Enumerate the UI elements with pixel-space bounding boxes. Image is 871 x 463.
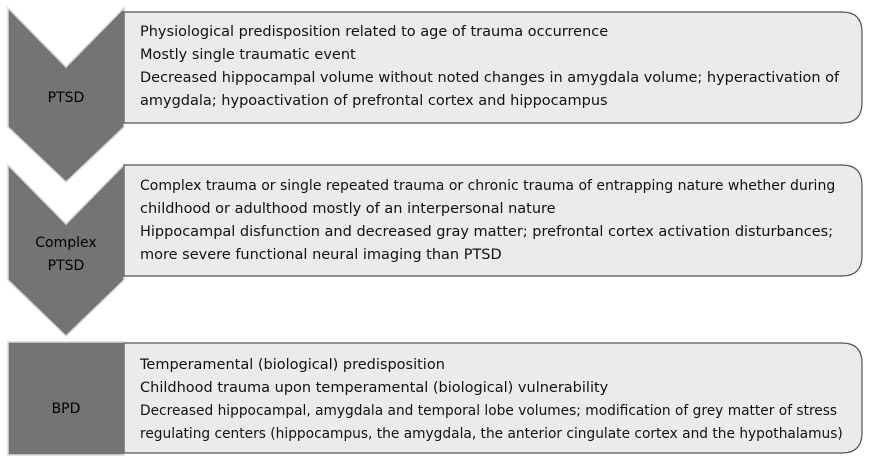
label-bpd-text: BPD	[51, 400, 81, 417]
box-complex-ptsd-text	[140, 175, 840, 267]
label-complex-ptsd	[8, 232, 124, 278]
label-complex-ptsd-line1: Complex	[35, 235, 97, 251]
box-ptsd-text	[140, 21, 840, 113]
bpd-line-1: Temperamental (biological) predisposition	[140, 357, 445, 373]
ptsd-line-3: Decreased hippocampal volume without noted changes in amygdala volume; hyperactivation of	[140, 70, 840, 86]
ptsd-line-1: Physiological predisposition related to age of trauma occurrence	[140, 24, 609, 40]
bpd-line-3: Decreased hippocampal, amygdala and temporal lobe volumes; modification of grey matter of stress	[140, 403, 838, 419]
ptsd-line-4: amygdala; hypoactivation of prefrontal cortex and hippocampus	[140, 93, 608, 109]
box-bpd-text	[140, 354, 845, 446]
bpd-line-2: Childhood trauma upon temperamental (biological) vulnerability	[140, 380, 609, 396]
ptsd-line-2: Mostly single traumatic event	[140, 47, 356, 63]
label-bpd	[8, 397, 124, 421]
complex-ptsd-line-4: more severe functional neural imaging than PTSD	[140, 247, 502, 263]
complex-ptsd-line-2: childhood or adulthood mostly of an interpersonal nature	[140, 201, 556, 217]
bpd-line-4: regulating centers (hippocampus, the amygdala, the anterior cingulate cortex and the hypothalamus)	[140, 426, 843, 442]
label-ptsd	[8, 86, 124, 110]
complex-ptsd-line-3: Hippocampal disfunction and decreased gray matter; prefrontal cortex activation disturbances;	[140, 224, 834, 240]
label-ptsd-text: PTSD	[47, 89, 85, 106]
complex-ptsd-line-1: Complex trauma or single repeated trauma or chronic trauma of entrapping nature whether during	[140, 178, 836, 194]
label-complex-ptsd-line2: PTSD	[47, 258, 85, 274]
